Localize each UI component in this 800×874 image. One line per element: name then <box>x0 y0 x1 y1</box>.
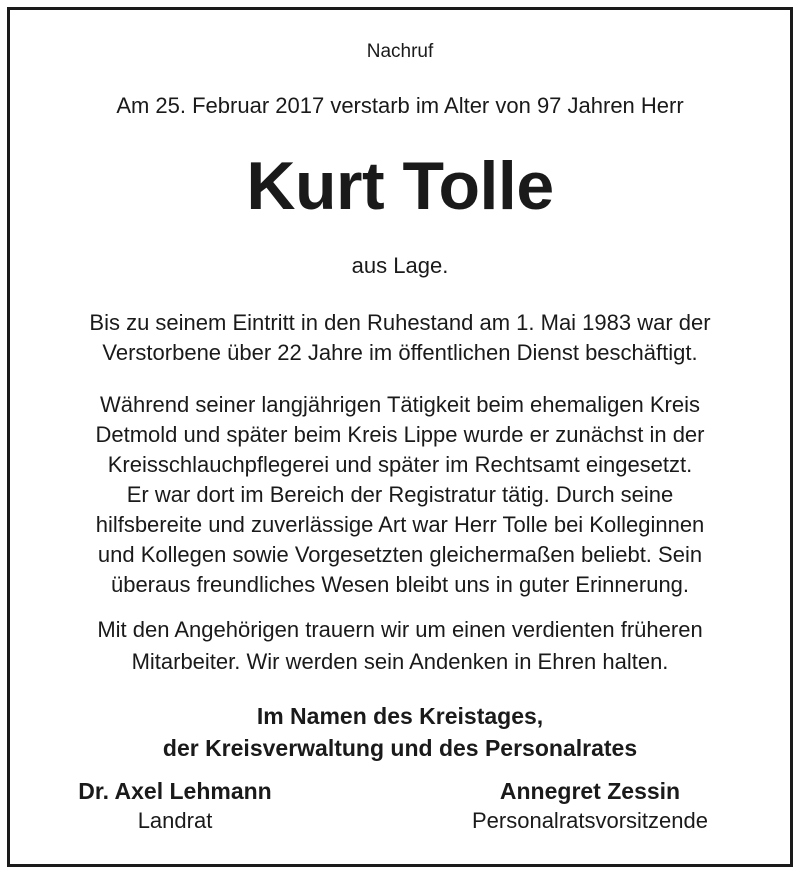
paragraph-line: Detmold und später beim Kreis Lippe wurde er zunächst in der <box>95 422 705 447</box>
signer-personalrat <box>430 776 750 836</box>
obituary-heading: Nachruf <box>366 41 434 62</box>
condolence-paragraph <box>0 614 800 678</box>
service-paragraph <box>0 390 800 600</box>
signer-role: Personalratsvorsitzende <box>471 808 708 833</box>
signoff-line: der Kreisverwaltung und des Personalrates <box>162 735 638 761</box>
paragraph-line: Während seiner langjährigen Tätigkeit beim ehemaligen Kreis <box>99 392 701 417</box>
signer-role: Landrat <box>137 808 213 833</box>
paragraph-line: hilfsbereite und zuverlässige Art war Herr Tolle bei Kolleginnen <box>95 512 705 537</box>
death-announcement: Am 25. Februar 2017 verstarb im Alter von 97 Jahren Herr <box>116 93 684 118</box>
paragraph-line: überaus freundliches Wesen bleibt uns in guter Erinnerung. <box>110 572 690 597</box>
signoff-line: Im Namen des Kreistages, <box>256 703 544 729</box>
signoff <box>0 700 800 764</box>
paragraph-line: Bis zu seinem Eintritt in den Ruhestand am 1. Mai 1983 war der <box>89 310 711 335</box>
signer-name: Dr. Axel Lehmann <box>78 778 272 804</box>
paragraph-line: Er war dort im Bereich der Registratur tätig. Durch seine <box>126 482 674 507</box>
paragraph-line: Mitarbeiter. Wir werden sein Andenken in Ehren halten. <box>131 649 669 674</box>
paragraph-line: Verstorbene über 22 Jahre im öffentlichen Dienst beschäftigt. <box>102 340 698 365</box>
hometown: aus Lage. <box>351 253 449 278</box>
signer-name: Annegret Zessin <box>499 778 681 804</box>
paragraph-line: Mit den Angehörigen trauern wir um einen verdienten früheren <box>97 617 703 642</box>
career-paragraph <box>0 308 800 368</box>
paragraph-line: Kreisschlauchpflegerei und später im Rechtsamt eingesetzt. <box>107 452 693 477</box>
deceased-name: Kurt Tolle <box>246 148 554 224</box>
signer-landrat <box>40 776 310 836</box>
paragraph-line: und Kollegen sowie Vorgesetzten gleichermaßen beliebt. Sein <box>97 542 703 567</box>
